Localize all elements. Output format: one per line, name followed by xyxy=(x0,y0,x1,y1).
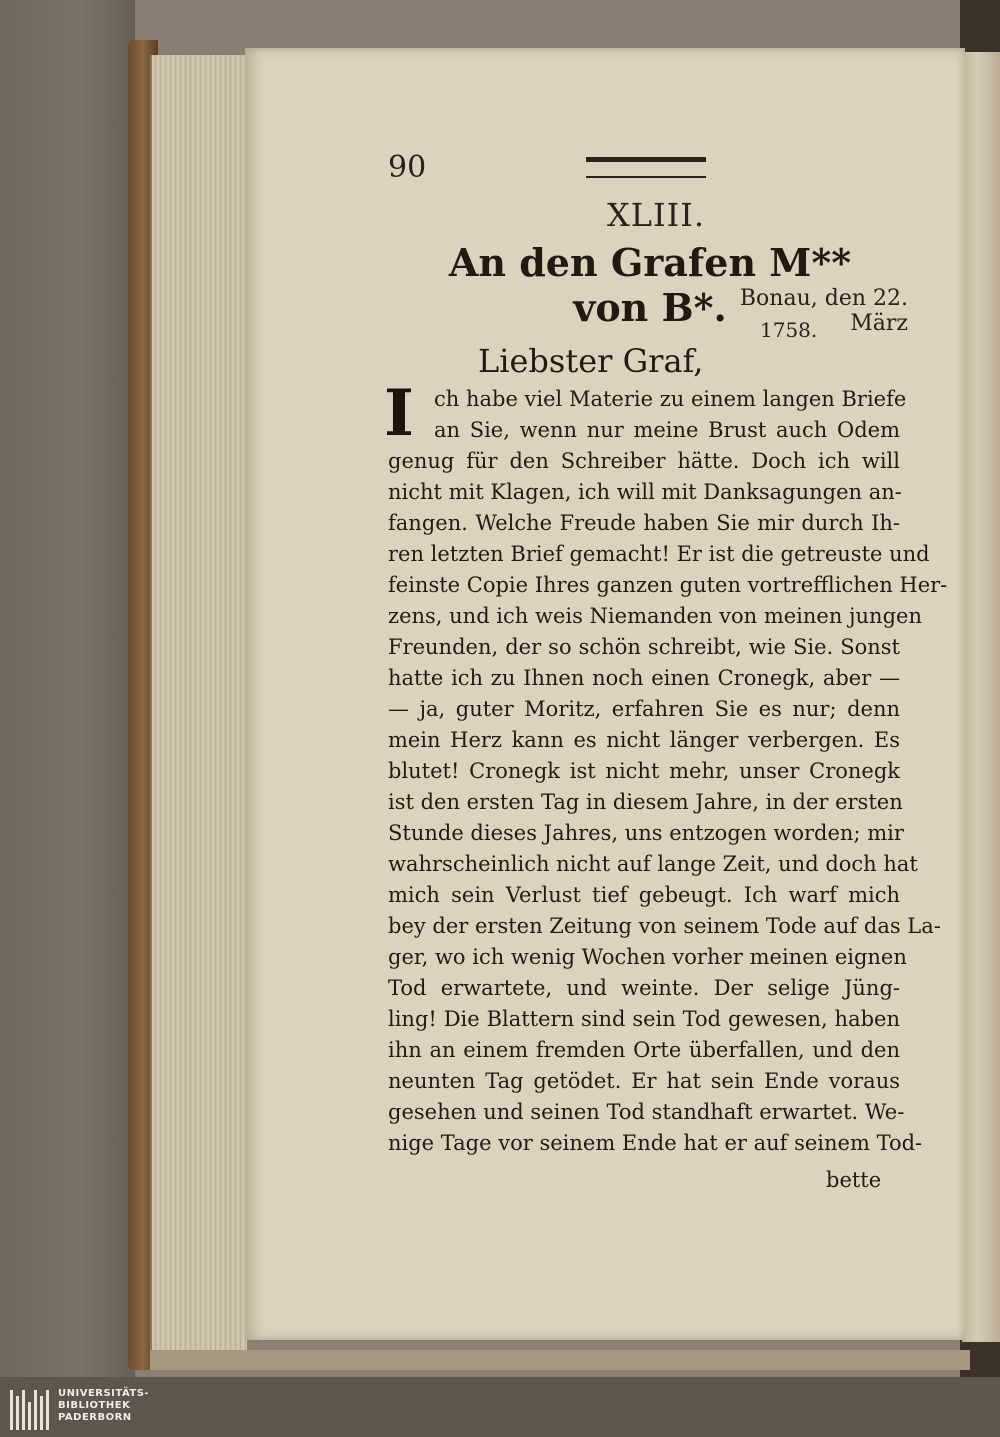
body-line: ch habe viel Materie zu einem langen Briefe xyxy=(434,387,907,411)
header-rule xyxy=(586,157,706,178)
body-line: mich sein Verlust tief gebeugt. Ich warf mich xyxy=(388,883,900,907)
page-stack xyxy=(150,55,247,1365)
letter-body xyxy=(384,376,948,1159)
body-line: Freunden, der so schön schreibt, wie Sie. Sonst xyxy=(388,635,900,659)
library-logo-text: UNIVERSITÄTS- BIBLIOTHEK PADERBORN xyxy=(58,1388,150,1423)
letter-year: 1758. xyxy=(760,318,818,342)
body-line: mein Herz kann es nicht länger verbergen. Es xyxy=(388,728,900,752)
body-line: wahrscheinlich nicht auf lange Zeit, und doch hat xyxy=(388,852,918,876)
body-line: feinste Copie Ihres ganzen guten vortrefflichen Her- xyxy=(388,573,948,597)
body-line: Stunde dieses Jahres, uns entzogen worden; mir xyxy=(388,821,904,845)
facing-page-edge xyxy=(962,52,1000,1342)
drop-cap: I xyxy=(384,376,414,451)
body-line: ihn an einem fremden Orte überfallen, und den xyxy=(388,1038,900,1062)
body-line: zens, und ich weis Niemanden von meinen jungen xyxy=(388,604,922,628)
body-line: hatte ich zu Ihnen noch einen Cronegk, aber — xyxy=(388,666,900,690)
body-line: neunten Tag getödet. Er hat sein Ende voraus xyxy=(388,1069,900,1093)
library-logo xyxy=(8,1388,188,1434)
body-line: bey der ersten Zeitung von seinem Tode auf das La- xyxy=(388,914,941,938)
body-line: gesehen und seinen Tod standhaft erwartet. We- xyxy=(388,1100,905,1124)
body-line: nicht mit Klagen, ich will mit Danksagungen an- xyxy=(388,480,902,504)
body-line: blutet! Cronegk ist nicht mehr, unser Cronegk xyxy=(388,759,900,783)
page-stack-bottom xyxy=(150,1350,970,1370)
body-line: Tod erwartete, und weinte. Der selige Jüng- xyxy=(388,976,900,1000)
page-number: 90 xyxy=(388,150,427,185)
body-line: ger, wo ich wenig Wochen vorher meinen eignen xyxy=(388,945,907,969)
scan-background xyxy=(0,0,135,1437)
body-line: nige Tage vor seinem Ende hat er auf seinem Tod- xyxy=(388,1131,923,1155)
letter-salutation: Liebster Graf, xyxy=(478,342,704,380)
body-line: fangen. Welche Freude haben Sie mir durch Ih- xyxy=(388,511,900,535)
body-line: ling! Die Blattern sind sein Tod gewesen, haben xyxy=(388,1007,900,1031)
body-line: an Sie, wenn nur meine Brust auch Odem xyxy=(434,418,900,442)
body-line: ren letzten Brief gemacht! Er ist die getreuste und xyxy=(388,542,930,566)
body-line: — ja, guter Moritz, erfahren Sie es nur; denn xyxy=(388,697,900,721)
body-line: genug für den Schreiber hätte. Doch ich will xyxy=(388,449,900,473)
chapter-number: XLIII. xyxy=(606,196,706,234)
letter-heading: An den Grafen M** von B*. xyxy=(448,240,852,330)
library-logo-mark xyxy=(8,1388,52,1432)
letter-place-date: Bonau, den 22. März xyxy=(739,286,908,336)
body-lines xyxy=(388,384,948,1159)
catchword: bette xyxy=(826,1168,882,1192)
body-line: ist den ersten Tag in diesem Jahre, in der ersten xyxy=(388,790,903,814)
